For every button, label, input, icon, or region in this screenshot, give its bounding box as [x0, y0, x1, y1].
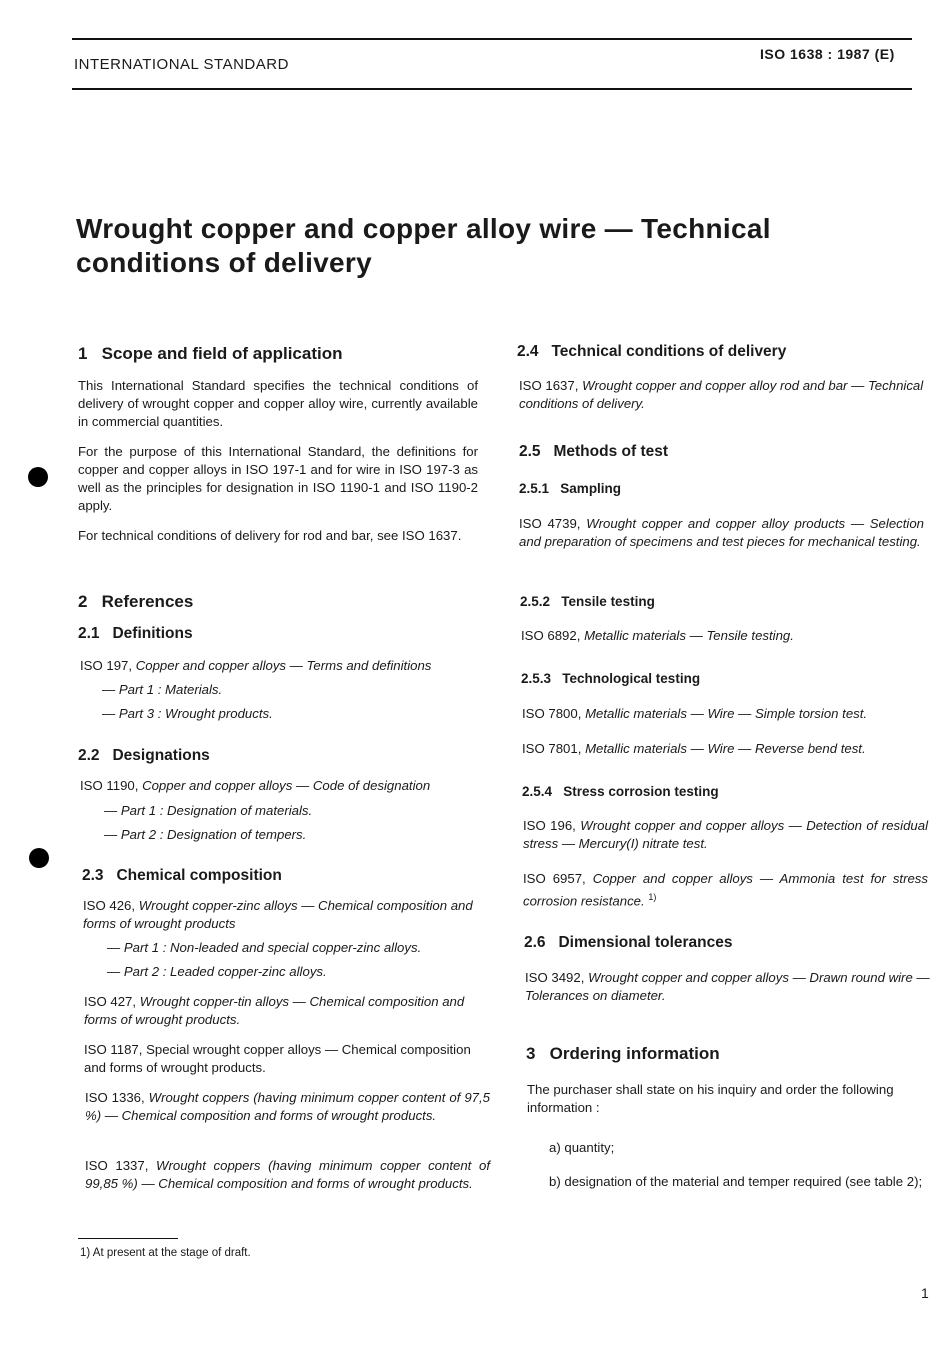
ref-iso-3492: ISO 3492, Wrought copper and copper alloys — Drawn round wire — Tolerances on diameter.	[525, 970, 930, 1003]
section-2-5-heading: 2.5 Methods of test	[519, 443, 669, 460]
header-bottom-rule	[72, 88, 912, 90]
ref-iso-1190-part-1: — Part 1 : Designation of materials.	[104, 803, 313, 818]
header-label: INTERNATIONAL STANDARD	[74, 56, 289, 73]
section-3-intro: The purchaser shall state on his inquiry and order the following information :	[527, 1082, 894, 1115]
section-2-5-3-heading: 2.5.3 Technological testing	[521, 671, 701, 686]
footnote-rule	[78, 1238, 178, 1239]
section-2-5-1-heading: 2.5.1 Sampling	[519, 481, 622, 496]
ref-iso-1187: ISO 1187, Special wrought copper alloys — Chemical composition and forms of wrought products.	[84, 1042, 471, 1075]
section-1-heading: 1 Scope and field of application	[78, 344, 343, 363]
ref-iso-7801: ISO 7801, Metallic materials — Wire — Reverse bend test.	[522, 741, 866, 756]
ref-iso-197-part-3: — Part 3 : Wrought products.	[102, 706, 273, 721]
footnote: 1) At present at the stage of draft.	[80, 1247, 251, 1259]
document-title	[76, 212, 876, 280]
ref-iso-426-part-2: — Part 2 : Leaded copper-zinc alloys.	[107, 964, 327, 979]
section-2-5-2-heading: 2.5.2 Tensile testing	[520, 594, 655, 609]
section-2-4-heading: 2.4 Technical conditions of delivery	[517, 343, 787, 360]
section-2-1-heading: 2.1 Definitions	[78, 625, 193, 642]
ordering-item-a: a) quantity;	[549, 1140, 615, 1155]
ref-iso-196: ISO 196, Wrought copper and copper alloys — Detection of residual stress — Mercury(I) nitrate test.	[523, 818, 928, 851]
ref-iso-1337: ISO 1337, Wrought coppers (having minimum copper content of 99,85 %) — Chemical composition and forms of wrought products.	[85, 1158, 490, 1191]
section-1-paragraph-1: This International Standard specifies the technical conditions of delivery of wrought copper and copper alloy wire, currently available in commercial quantities.	[78, 378, 478, 429]
ref-iso-6892: ISO 6892, Metallic materials — Tensile testing.	[521, 628, 794, 643]
section-2-heading: 2 References	[78, 592, 194, 611]
ordering-item-b: b) designation of the material and temper required (see table 2);	[549, 1174, 923, 1189]
section-2-5-4-heading: 2.5.4 Stress corrosion testing	[522, 784, 719, 799]
ref-iso-426: ISO 426, Wrought copper-zinc alloys — Chemical composition and forms of wrought products	[83, 898, 473, 931]
ref-iso-1637: ISO 1637, Wrought copper and copper alloy rod and bar — Technical conditions of delivery.	[519, 378, 924, 411]
header-top-rule	[72, 38, 912, 40]
section-2-2-heading: 2.2 Designations	[78, 747, 210, 764]
punch-hole-top	[28, 467, 48, 487]
ref-iso-426-part-1: — Part 1 : Non-leaded and special copper-zinc alloys.	[107, 940, 422, 955]
ref-iso-197: ISO 197, Copper and copper alloys — Terms and definitions	[80, 658, 432, 673]
section-3-heading: 3 Ordering information	[526, 1044, 720, 1063]
ref-iso-427: ISO 427, Wrought copper-tin alloys — Chemical composition and forms of wrought products.	[84, 994, 465, 1027]
page-number: 1	[921, 1285, 929, 1301]
title-line-2: conditions of delivery	[76, 247, 372, 278]
ref-iso-1190: ISO 1190, Copper and copper alloys — Code of designation	[80, 778, 431, 793]
ref-iso-6957: ISO 6957, Copper and copper alloys — Ammonia test for stress corrosion resistance. $^{1)}$	[523, 871, 928, 909]
ref-iso-4739: ISO 4739, Wrought copper and copper alloy products — Selection and preparation of specimens and test pieces for mechanical testing.	[519, 516, 925, 549]
ref-iso-197-part-1: — Part 1 : Materials.	[102, 682, 223, 697]
footnote-ref-1: 1)	[648, 892, 657, 902]
section-2-3-heading: 2.3 Chemical composition	[82, 867, 282, 884]
header-doc-number: ISO 1638 : 1987 (E)	[760, 46, 895, 62]
ref-iso-7800: ISO 7800, Metallic materials — Wire — Simple torsion test.	[522, 706, 868, 721]
ref-iso-1336: ISO 1336, Wrought coppers (having minimum copper content of 97,5 %) — Chemical composition and forms of wrought products.	[85, 1090, 490, 1123]
section-1-paragraph-3: For technical conditions of delivery for rod and bar, see ISO 1637.	[78, 528, 462, 543]
section-2-6-heading: 2.6 Dimensional tolerances	[524, 934, 733, 951]
ref-iso-1190-part-2: — Part 2 : Designation of tempers.	[104, 827, 307, 842]
punch-hole-bottom	[29, 848, 49, 868]
section-1-paragraph-2: For the purpose of this International Standard, the definitions for copper and copper alloys in ISO 197-1 and for wire in ISO 197-3 as well as the principles for designation in ISO 1190-1 and ISO 1190-2 apply.	[78, 444, 478, 513]
title-line-1: Wrought copper and copper alloy wire — Technical	[76, 213, 771, 244]
